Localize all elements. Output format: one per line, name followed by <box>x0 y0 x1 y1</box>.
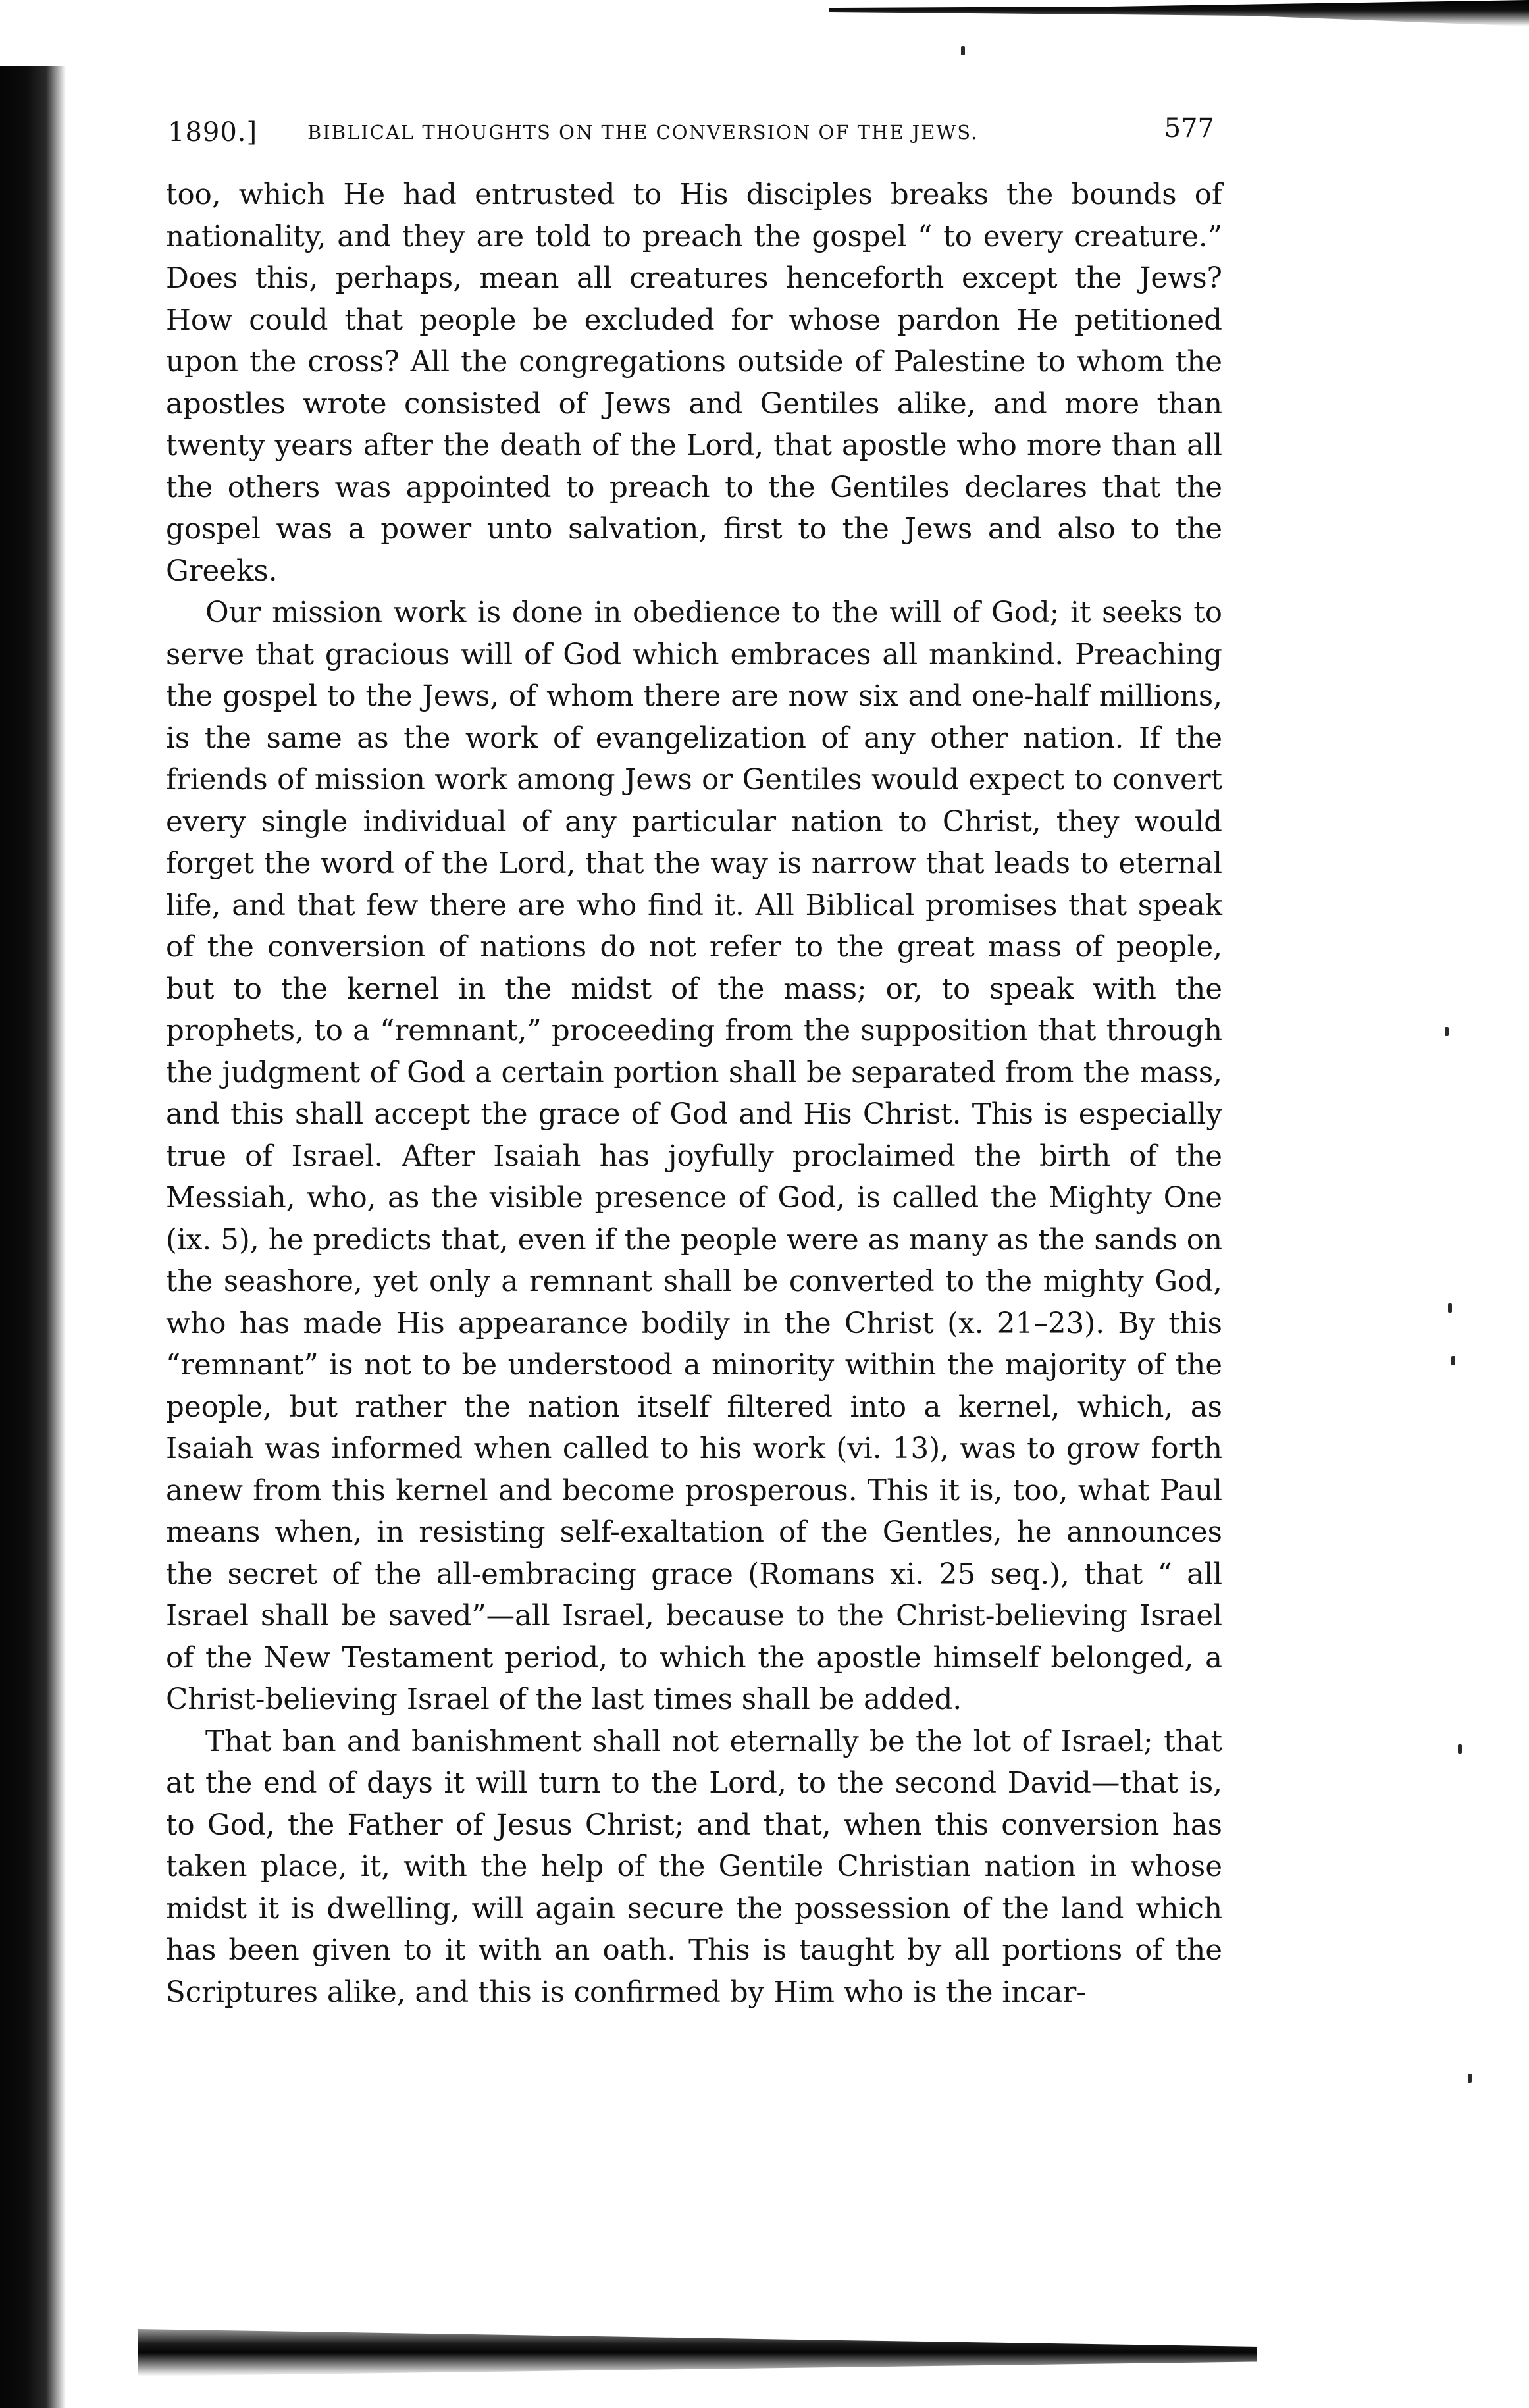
scan-speck <box>1448 1303 1452 1313</box>
paragraph: Our mission work is done in obedience to the will of God; it seeks to serve that gracious will of God which embraces all mankind. Preaching the gospel to the Jews, of whom there are now six and one-half millions, is the same as the work of evangelization of any other nation. If the friends of mission work among Jews or Gentiles would expect to convert every single individual of any particular nation to Christ, they would forget the word of the Lord, that the way is narrow that leads to eternal life, and that few there are who find it. All Biblical promises that speak of the conversion of nations do not refer to the great mass of people, but to the kernel in the midst of the mass; or, to speak with the prophets, to a “remnant,” proceeding from the supposition that through the judgment of God a certain portion shall be separated from the mass, and this shall accept the grace of God and His Christ. This is especially true of Israel. After Isaiah has joyfully proclaimed the birth of the Messiah, who, as the visible presence of God, is called the Mighty One (ix. 5), he predicts that, even if the people were as many as the sands on the seashore, yet only a remnant shall be converted to the mighty God, who has made His appearance bodily in the Christ (x. 21–23). By this “remnant” is not to be understood a minority within the majority of the people, but rather the nation itself filtered into a kernel, which, as Isaiah was informed when called to his work (vi. 13), was to grow forth anew from this kernel and become prosperous. This it is, too, what Paul means when, in resisting self-exaltation of the Gentles, he announces the secret of the all-embracing grace (Romans xi. 25 seq.), that “ all Israel shall be saved”—all Israel, because to the Christ-believing Israel of the New Testament period, to which the apostle himself belonged, a Christ-believing Israel of the last times shall be added. <box>166 596 1222 1716</box>
running-head <box>168 112 1214 151</box>
scan-top-edge-shadow <box>829 0 1529 26</box>
paragraph-continued: too, which He had entrusted to His disciples breaks the bounds of nationality, and they are told to preach the gospel “ to every creature.” Does this, perhaps, mean all creatures henceforth except the Jews? How could that people be excluded for whose pardon He petitioned upon the cross? All the congregations outside of Palestine to whom the apostles wrote consisted of Jews and Gentiles alike, and more than twenty years after the death of the Lord, that apostle who more than all the others was appointed to preach to the Gentiles declares that the gospel was a power unto salvation, first to the Jews and also to the Greeks. <box>166 178 1222 588</box>
scan-speck <box>1445 1027 1449 1036</box>
running-head-title: BIBLICAL THOUGHTS ON THE CONVERSION OF THE JEWS. <box>307 121 979 144</box>
scan-bottom-edge-shadow <box>138 2317 1257 2376</box>
page-number: 577 <box>1164 113 1214 144</box>
scan-speck <box>1458 1744 1462 1754</box>
paragraph: That ban and banishment shall not eternally be the lot of Israel; that at the end of days it will turn to the Lord, to the second David—that is, to God, the Father of Jesus Christ; and that, when this conversion has taken place, it, with the help of the Gentile Christian nation in whose midst it is dwelling, will again secure the possession of the land which has been given to it with an oath. This is taught by all portions of the Scriptures alike, and this is confirmed by Him who is the incar- <box>166 1725 1222 2009</box>
scan-speck <box>961 46 965 55</box>
scan-left-edge-shadow <box>0 66 66 2408</box>
scan-speck <box>1468 2074 1472 2083</box>
body-text <box>166 174 1222 2014</box>
scan-speck <box>1451 1356 1455 1365</box>
running-head-year: 1890.] <box>168 117 258 147</box>
